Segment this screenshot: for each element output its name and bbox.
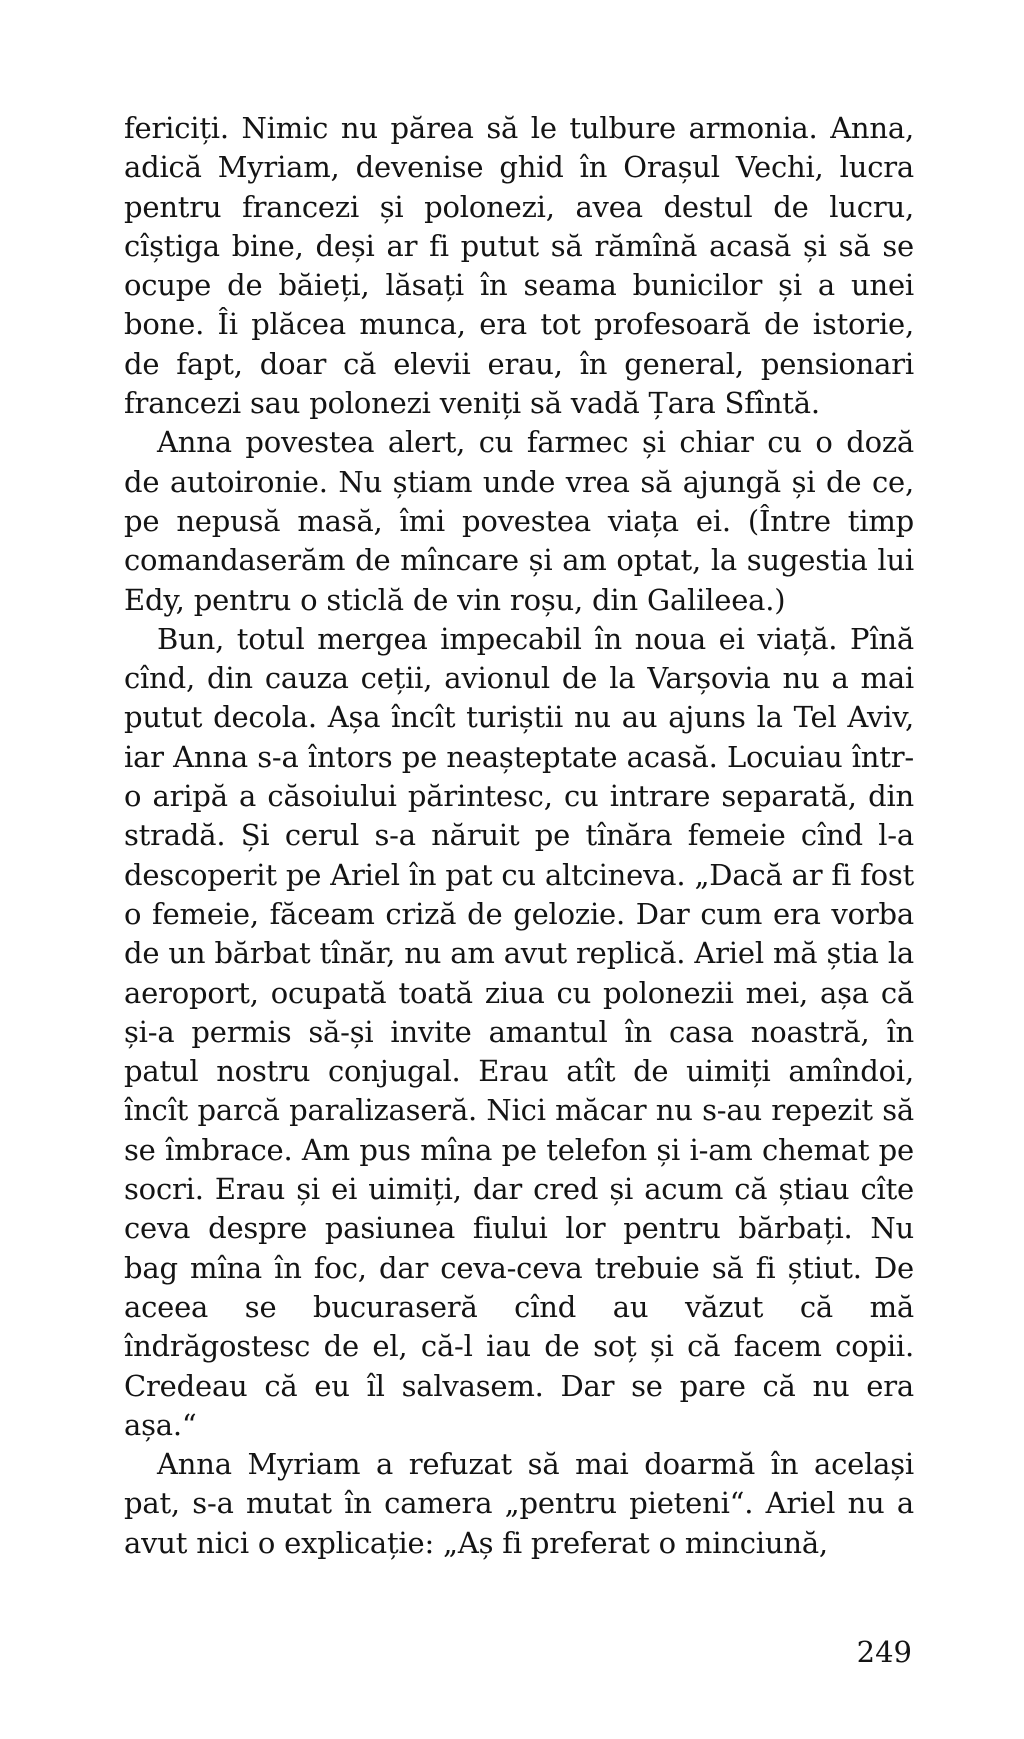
paragraph: fericiți. Nimic nu părea să le tulbure armonia. Anna, adică Myriam, devenise ghid în Orașul Vechi, lucra pentru francezi și polonezi, avea destul de lucru, cîștiga bine, deși ar fi putut să rămînă acasă și să se ocupe de băieți, lăsați în seama bunicilor și a unei bone. Îi plăcea munca, era tot profesoară de istorie, de fapt, doar că elevii erau, în general, pensionari francezi sau polonezi veniți să vadă Țara Sfîntă. (124, 111, 914, 421)
paragraph: Bun, totul mergea impecabil în noua ei viață. Pînă cînd, din cauza ceții, avionul de la Varșovia nu a mai putut decola. Așa încît turiștii nu au ajuns la Tel Aviv, iar Anna s-a întors pe neașteptate acasă. Locuiau într-o aripă a căsoiului părintesc, cu intrare separată, din stradă. Și cerul s-a năruit pe tînăra femeie cînd l-a descoperit pe Ariel în pat cu altcineva. „Dacă ar fi fost o femeie, făceam criză de gelozie. Dar cum era vorba de un bărbat tînăr, nu am avut replică. Ariel mă știa la aeroport, ocupată toată ziua cu polonezii mei, așa că și-a permis să-și invite amantul în casa noastră, în patul nostru conjugal. Erau atît de uimiți amîndoi, încît parcă paralizaseră. Nici măcar nu s-au repezit să se îmbrace. Am pus mîna pe telefon și i-am chemat pe socri. Erau și ei uimiți, dar cred și acum că știau cîte ceva despre pasiunea fiului lor pentru bărbați. Nu bag mîna în foc, dar ceva-ceva trebuie să fi știut. De aceea se bucuraseră cînd au văzut că mă îndrăgostesc de el, că-l iau de soț și că facem copii. Credeau că eu îl salvasem. Dar se pare că nu era așa.“ (124, 621, 914, 1442)
paragraph: Anna povestea alert, cu farmec și chiar cu o doză de autoironie. Nu știam unde vrea să ajungă și de ce, pe nepusă masă, îmi povestea viața ei. (Între timp comandaserăm de mîncare și am optat, la sugestia lui Edy, pentru o sticlă de vin roșu, din Galileea.) (124, 425, 914, 617)
paragraph: Anna Myriam a refuzat să mai doarmă în același pat, s-a mutat în camera „pentru pieteni“. Ariel nu a avut nici o explicație: „Aș fi preferat o minciună, (124, 1447, 914, 1560)
page-number: 249 (856, 1635, 912, 1669)
body-text (124, 109, 914, 1563)
